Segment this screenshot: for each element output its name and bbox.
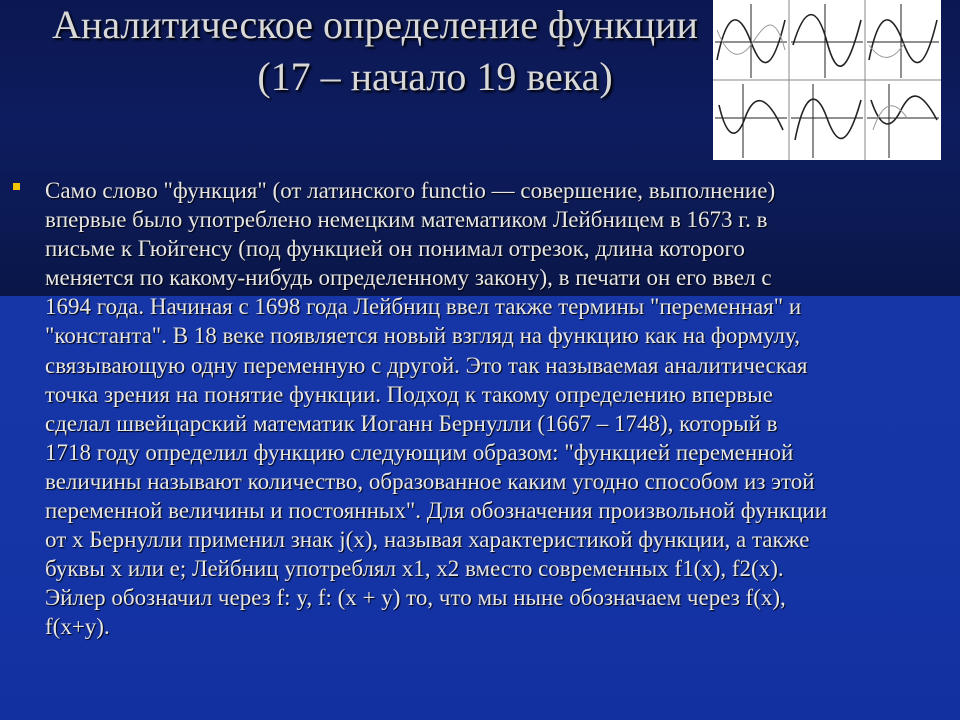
body-line: 1694 года. Начиная с 1698 года Лейбниц ввел также термины "переменная" и [45, 294, 802, 320]
title-line-2: (17 – начало 19 века) [257, 54, 613, 99]
body-line: Само слово "функция" (от латинского functio — совершение, выполнение) [45, 178, 776, 203]
body-line: f(x+y). [45, 614, 110, 640]
body-line: 1718 году определил функцию следующим образом: "функцией переменной [45, 439, 794, 465]
function-graphs-svg [713, 0, 941, 160]
body-line: переменной величины и постоянных". Для обозначения произвольной функции [45, 498, 828, 524]
body-line: Эйлер обозначил через f: y, f: (x + y) то, что мы ныне обозначаем через f(x), [45, 585, 786, 611]
title-line-1: Аналитическое определение функции [52, 2, 698, 47]
body-line: меняется по какому-нибудь определенному закону), в печати он его ввел с [45, 265, 772, 291]
body-line: от x Бернулли применил знак j(x), называя характеристикой функции, а также [45, 527, 810, 553]
body-paragraph [45, 176, 945, 642]
body-line: величины называют количество, образованное каким угодно способом из этой [45, 468, 815, 494]
body-line: точка зрения на понятие функции. Подход к такому определению впервые [45, 381, 773, 407]
body-line: впервые было употреблено немецким математиком Лейбницем в 1673 г. в [45, 207, 768, 233]
body-line: сделал швейцарский математик Иоганн Бернулли (1667 – 1748), который в [45, 410, 778, 436]
square-bullet-icon [13, 183, 20, 190]
body-line: письме к Гюйгенсу (под функцией он понимал отрезок, длина которого [45, 236, 745, 262]
body-line: буквы x или e; Лейбниц употреблял x1, x2 вместо современных f1(x), f2(x). [45, 556, 784, 582]
body-line: "константа". В 18 веке появляется новый взгляд на функцию как на формулу, [45, 323, 800, 349]
function-graphs-figure [713, 0, 941, 160]
body-line: связывающую одну переменную с другой. Это так называемая аналитическая [45, 352, 808, 378]
slide-title [30, 0, 720, 102]
